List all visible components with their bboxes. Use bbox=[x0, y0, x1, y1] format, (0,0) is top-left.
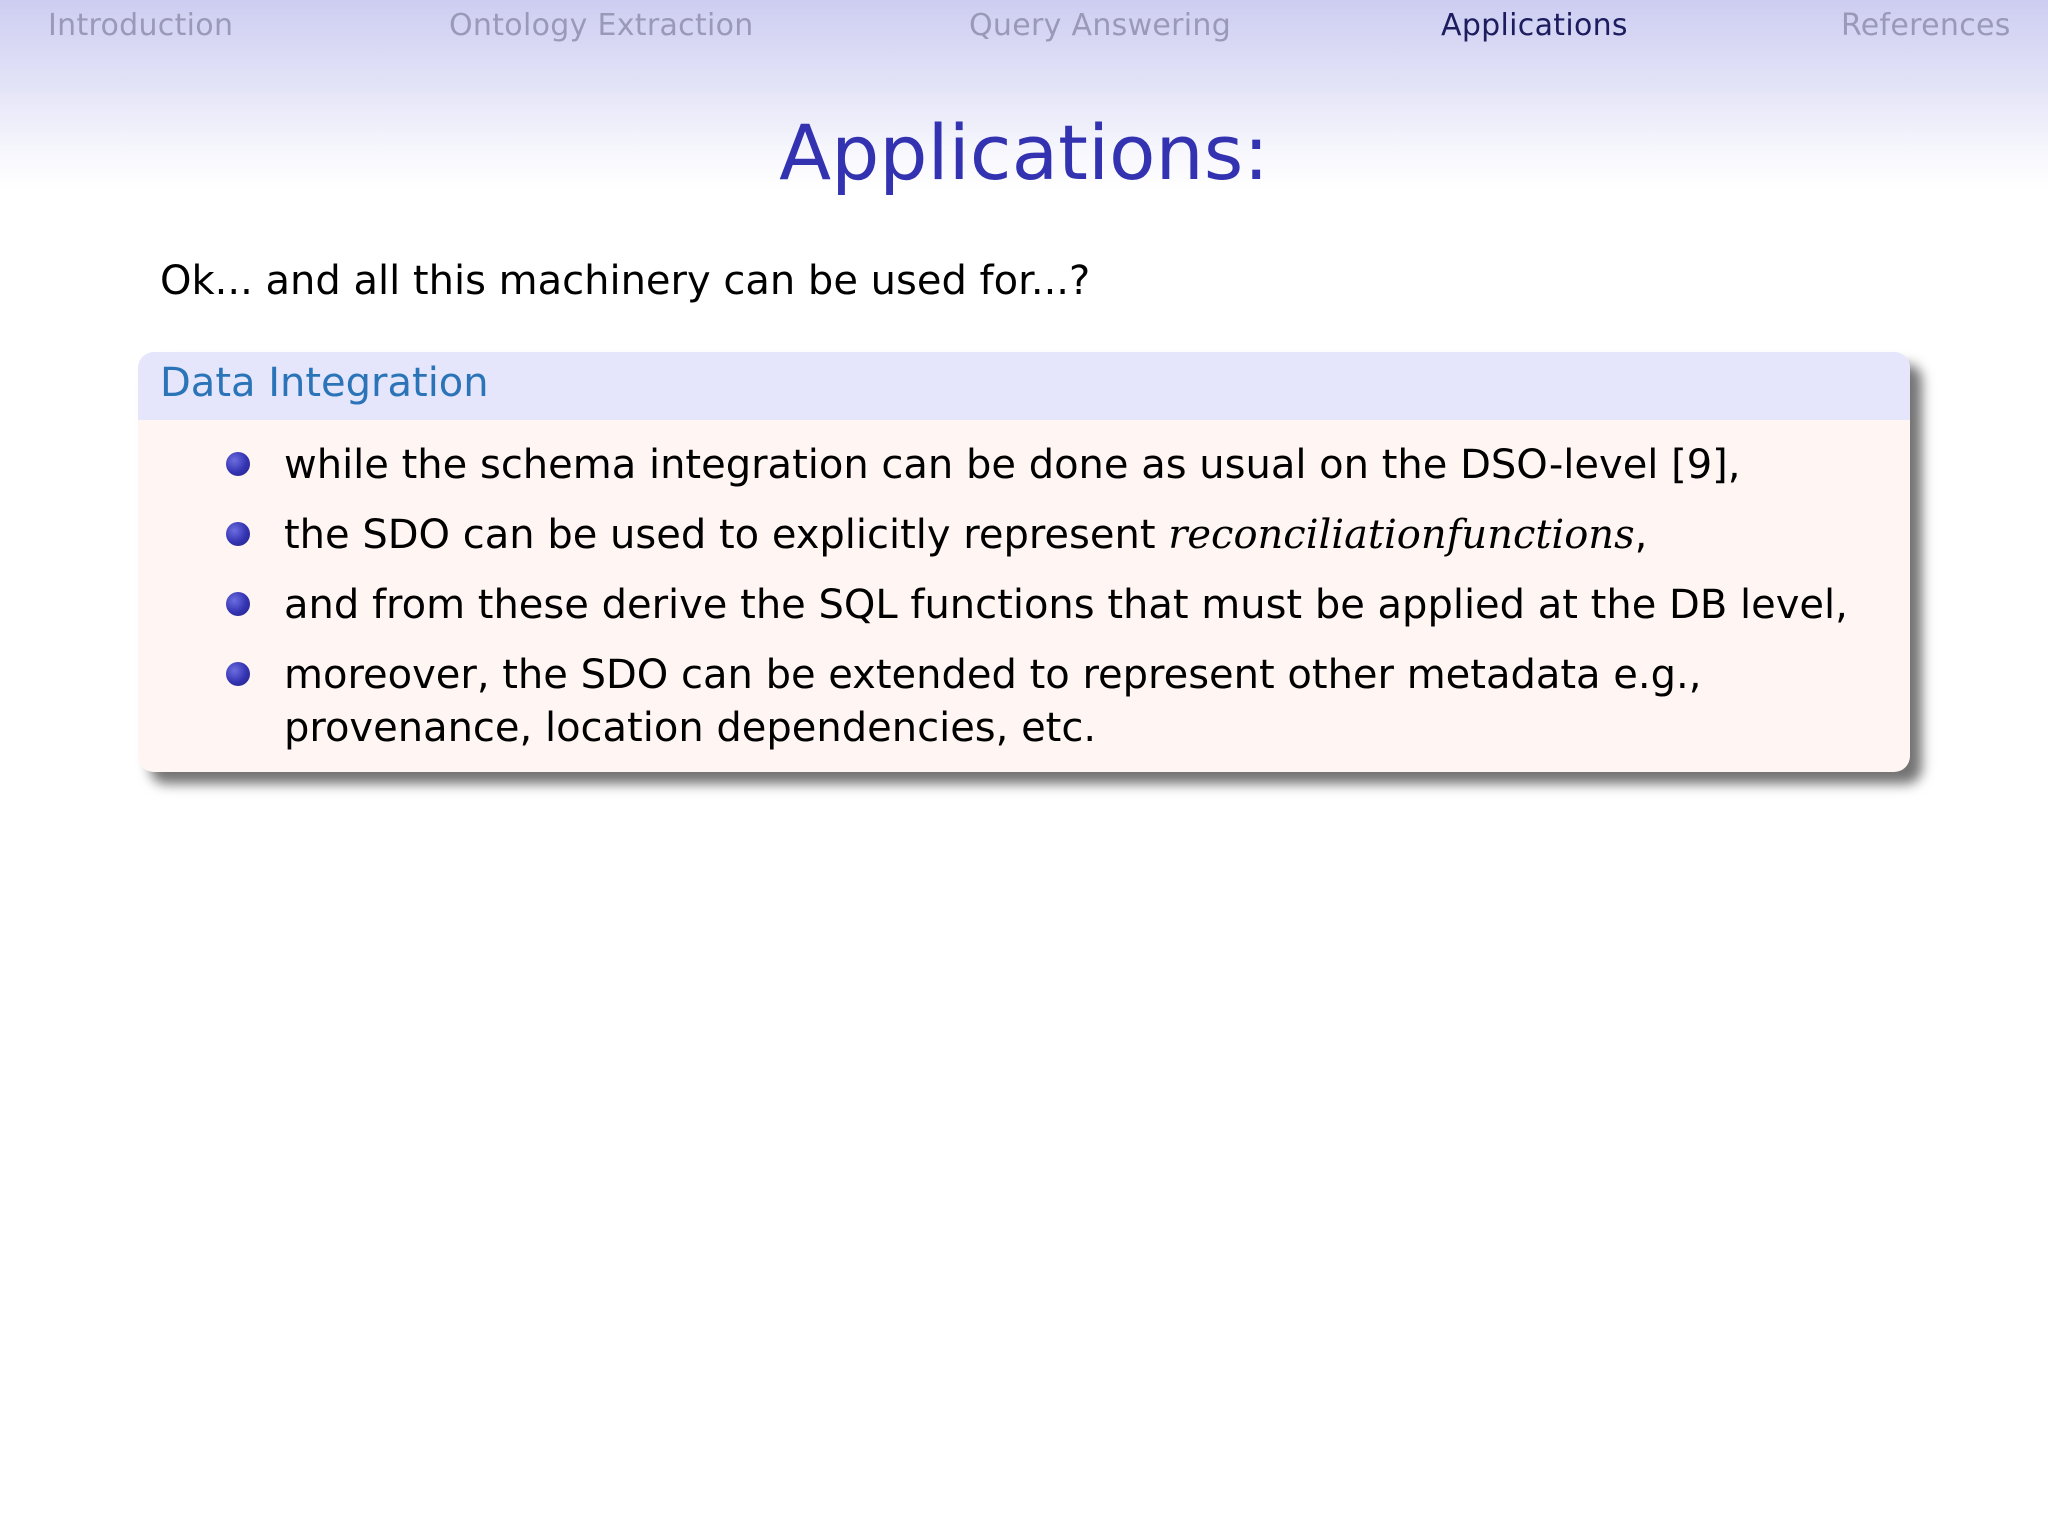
list-item bbox=[284, 439, 1741, 492]
data-integration-block bbox=[138, 352, 1910, 772]
nav-query-answering[interactable]: Query Answering bbox=[969, 8, 1232, 43]
bullet-icon bbox=[226, 662, 250, 686]
block-title: Data Integration bbox=[160, 360, 489, 406]
list-item-punct: , bbox=[1634, 512, 1648, 558]
intro-text: Ok... and all this machinery can be used for...? bbox=[160, 258, 1091, 304]
slide-title: Applications: bbox=[779, 108, 1269, 197]
bullet-icon bbox=[226, 592, 250, 616]
list-item bbox=[284, 579, 1848, 632]
bullet-icon bbox=[226, 452, 250, 476]
list-item-text: and from these derive the SQL functions that must be applied at the DB level, bbox=[284, 582, 1848, 628]
list-item-line: provenance, location dependencies, etc. bbox=[284, 705, 1097, 751]
list-item bbox=[284, 649, 1701, 755]
nav-references[interactable]: References bbox=[1841, 8, 2011, 43]
list-item bbox=[284, 509, 1647, 562]
nav-ontology-extraction[interactable]: Ontology Extraction bbox=[449, 8, 754, 43]
nav-introduction[interactable]: Introduction bbox=[48, 8, 234, 43]
list-item-line: moreover, the SDO can be extended to represent other metadata e.g., bbox=[284, 652, 1702, 698]
list-item-text: while the schema integration can be done as usual on the DSO-level [9], bbox=[284, 442, 1741, 488]
bullet-icon bbox=[226, 522, 250, 546]
math-term: reconciliationfunctions bbox=[1168, 512, 1635, 558]
block-header bbox=[138, 352, 1910, 420]
nav-applications[interactable]: Applications bbox=[1441, 8, 1628, 43]
list-item-text: the SDO can be used to explicitly represent bbox=[284, 512, 1169, 558]
